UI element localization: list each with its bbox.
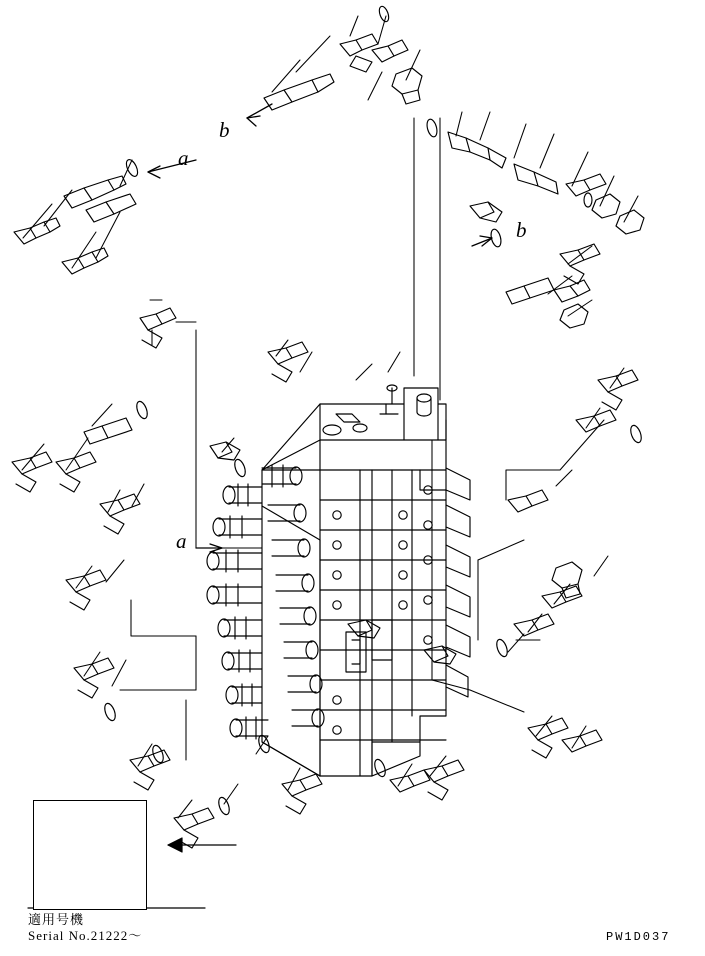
elbow-fitting xyxy=(56,452,96,492)
straight-nipple xyxy=(264,74,334,110)
serial-note-line1: 適用号機 xyxy=(28,912,85,927)
spool-row-rear xyxy=(276,574,314,592)
washer-ring xyxy=(495,638,510,658)
callout-b-upper-left: b xyxy=(219,118,230,142)
elbow-fitting xyxy=(560,244,600,284)
straight-nipple xyxy=(64,176,126,208)
washer-ring xyxy=(217,796,232,816)
hex-plug xyxy=(616,210,644,234)
spool-row-rear xyxy=(284,641,318,659)
straight-nipple xyxy=(86,194,136,222)
elbow-fitting xyxy=(268,342,308,382)
main-control-valve-body xyxy=(262,385,446,776)
washer-ring xyxy=(257,734,272,754)
spool-row xyxy=(207,584,262,606)
elbow-fitting xyxy=(140,308,176,348)
spool-row xyxy=(223,484,262,506)
washer-ring xyxy=(629,424,644,444)
elbow-fitting xyxy=(210,442,240,460)
elbow-fitting xyxy=(562,730,602,752)
washer-ring xyxy=(425,118,438,138)
right-side-ports xyxy=(446,468,470,697)
detail-inset-frame xyxy=(33,800,147,910)
spool-row-rear xyxy=(272,539,310,557)
spool-row xyxy=(222,650,262,672)
spool-row xyxy=(226,684,262,706)
hex-plug xyxy=(592,194,620,218)
elbow-fitting xyxy=(62,248,108,274)
washer-ring xyxy=(103,702,118,722)
inset-arrow xyxy=(168,838,236,852)
elbow-fitting xyxy=(66,570,106,610)
spool-row xyxy=(218,617,262,639)
callout-a-upper-left: a xyxy=(178,146,189,170)
elbow-fitting xyxy=(554,280,590,302)
elbow-fitting xyxy=(74,658,114,698)
callout-a-center-left: a xyxy=(176,529,187,553)
straight-nipple xyxy=(84,418,132,444)
elbow-fitting xyxy=(508,490,548,512)
washer-ring xyxy=(135,400,150,420)
spool-row-rear xyxy=(280,607,316,625)
fittings xyxy=(12,5,644,848)
hex-plug xyxy=(560,304,588,328)
spool-row-rear xyxy=(288,675,322,693)
elbow-fitting-on-body xyxy=(348,620,380,638)
washer-ring xyxy=(124,158,140,178)
elbow-fitting xyxy=(340,34,378,72)
spool-ends-left xyxy=(207,465,324,739)
elbow-fitting xyxy=(528,718,568,758)
washer-ring xyxy=(584,193,592,207)
spool-row xyxy=(213,516,262,538)
spool-row xyxy=(207,550,262,572)
serial-note-line2: Serial No.21222～ xyxy=(28,928,143,943)
hose-fitting xyxy=(448,132,506,168)
elbow-fitting xyxy=(282,774,322,814)
washer-ring xyxy=(233,458,248,478)
elbow-fitting xyxy=(470,202,502,222)
elbow-fitting xyxy=(390,770,430,792)
washer-ring xyxy=(151,744,166,764)
straight-nipple xyxy=(506,278,554,304)
spool-row-rear xyxy=(262,465,302,487)
spool-row-rear xyxy=(292,709,324,727)
hose-fitting xyxy=(514,164,558,194)
callout-b-upper-right: b xyxy=(516,218,527,242)
drawing-code: PW1D037 xyxy=(606,930,671,944)
washer-ring xyxy=(378,5,391,23)
elbow-fitting xyxy=(100,494,140,534)
elbow-fitting xyxy=(130,750,170,790)
hex-plug xyxy=(392,68,422,104)
leader-lines xyxy=(22,16,638,818)
